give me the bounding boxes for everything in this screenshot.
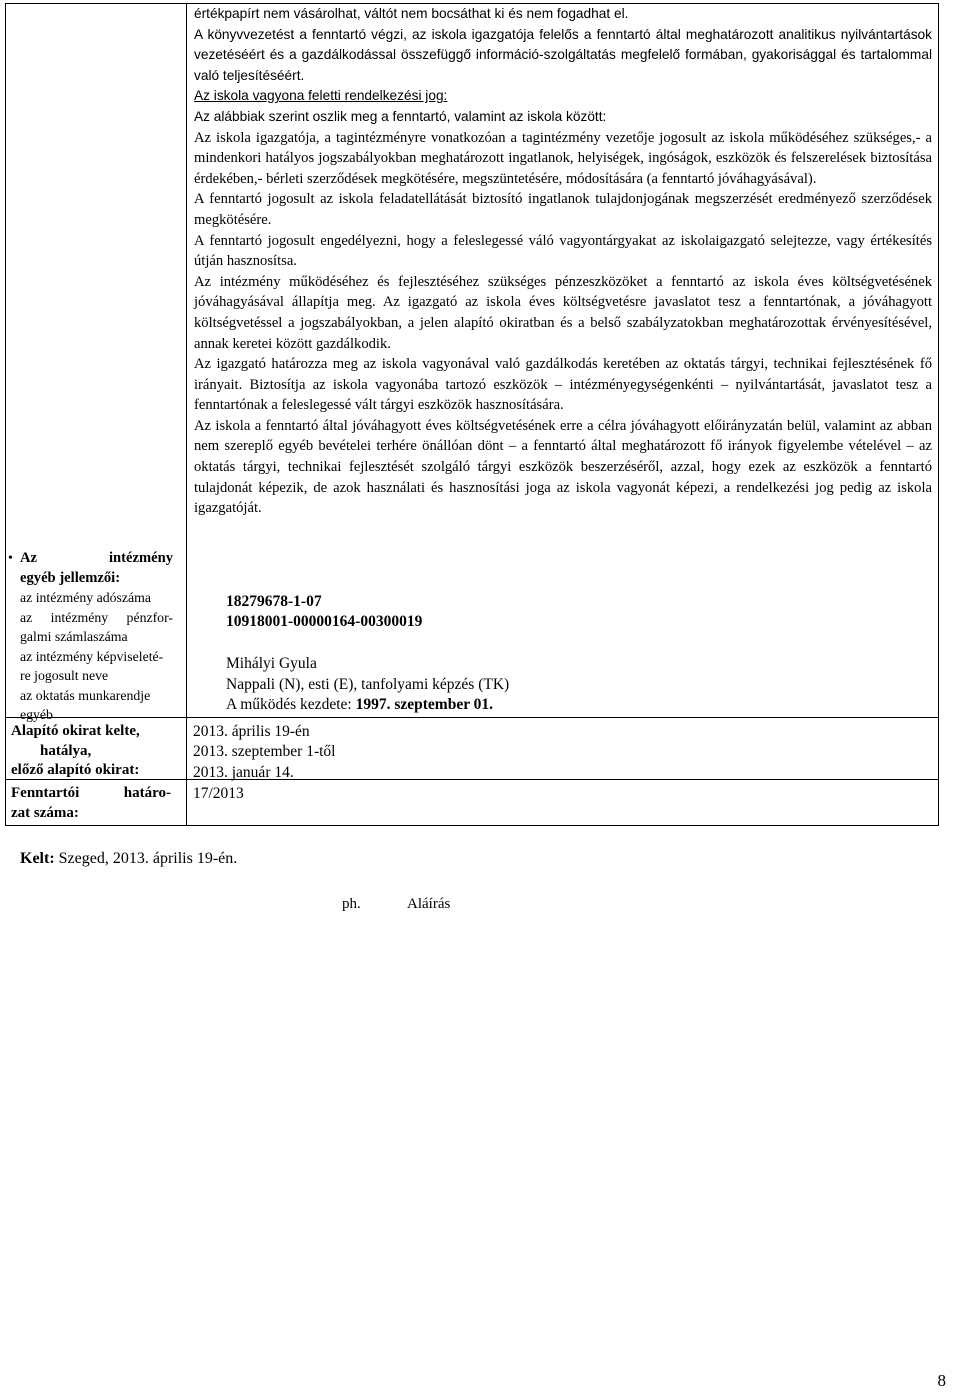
heading-disposal-rights: Az iskola vagyona feletti rendelkezési jog: — [194, 88, 448, 104]
label-founding-date: Alapító okirat kelte, — [11, 723, 140, 739]
paragraph-disposal: A fenntartó jogosult engedélyezni, hogy a feleslegessé váló vagyontárgyakat az iskolaigazgató selejtezze, vagy értékesítés útján hasznosítsa. — [194, 232, 932, 270]
effective-date-value: 2013. szeptember 1-től — [193, 743, 336, 760]
bullet-icon: • — [8, 551, 13, 566]
work-schedule-value: Nappali (N), esti (E), tanfolyami képzés (TK) — [226, 676, 510, 693]
paragraph-acquisition: A fenntartó jogosult az iskola feladatellátását biztosító ingatlanok tulajdonjogának megszerzését eredményező szerződések megkötésére. — [194, 191, 932, 228]
signature-place-date — [20, 850, 237, 868]
resolution-value: 17/2013 — [193, 785, 244, 802]
page-number: 8 — [937, 1371, 946, 1390]
paragraph-budget: Az intézmény működéséhez és fejlesztéséhez szükséges pénzeszközöket a fenntartó az iskola éves költségvetésének jóváhagyásával állapítja meg. Az igazgató az iskola éves költségvetésre javaslatot tesz a fenntartónak, a jóváhagyott költségvetéssel a jogszabályokban, a jelen alapító okiratban és a belső szabályzatokban meghatározottak érvényesítésével, annak keretei között gazdálkodik. — [194, 273, 932, 352]
label-other: egyéb — [20, 707, 53, 722]
paragraph-procurement: Az iskola a fenntartó által jóváhagyott éves költségvetésének erre a célra jóváhagyott előirányzatán belül, valamint az abban nem szereplő egyéb bevételei terhére önállóan dönt – a fenntartó által meghatározott fő irányok figyelembe vételével – az oktatás tárgyi, technikai fejlesztését szolgáló tárgyi eszközök beszerzéséről, azzal, hogy ezek az eszközök a fenntartó tulajdonát képezik, de azok használati és hasznosítási joga az iskola vagyonát képezi, a rendelkezési jog pedig az iskola igazgatóját. — [194, 417, 932, 517]
paragraph-bookkeeping: A könyvvezetést a fenntartó végzi, az iskola igazgatója felelős a fenntartó által meghatározott analitikus nyilvántartások vezetéséért és a gazdálkodással összefüggő információ-szolgáltatás megfelelő formában, gyakorisággal és tartalommal való teljesítéséért. — [194, 26, 932, 83]
paragraph-distribution: Az alábbiak szerint oszlik meg a fenntartó, valamint az iskola között: — [194, 108, 607, 124]
label-previous: előző alapító okirat: — [11, 762, 140, 778]
paragraph-asset-management: Az igazgató határozza meg az iskola vagyonával való gazdálkodás keretében az oktatás tárgyi, technikai fejlesztésének fő irányait. Biztosítja az iskola vagyonába tartozó eszközök – intézményegységenkénti – nyilvántartását, javaslatot tesz a fenntartónak a feleslegessé vált tárgyi eszközök hasznosítására. — [194, 356, 932, 414]
resolution-labels — [11, 784, 171, 823]
property-rights-section — [194, 4, 932, 519]
label-work-schedule: az oktatás munkarendje — [20, 687, 151, 703]
kelt-value: Szeged, 2013. április 19-én. — [54, 850, 238, 867]
label-effective: hatálya, — [40, 742, 92, 759]
kelt-label: Kelt: — [20, 850, 55, 867]
start-date: 1997. szeptember 01. — [355, 696, 494, 713]
label-bank-account: az intézmény pénzfor- — [20, 609, 173, 625]
other-features-labels — [20, 549, 173, 725]
label-resolution: Fenntartói határo- — [11, 785, 171, 801]
bank-account-value: 10918001-00000164-00300019 — [226, 613, 423, 630]
other-value — [226, 695, 493, 715]
label-bank-account-2: galmi számlaszáma — [20, 629, 128, 644]
other-features-heading: Az intézmény — [20, 550, 173, 566]
stamp-placeholder: ph. — [342, 896, 361, 912]
tax-number-value: 18279678-1-07 — [226, 593, 322, 610]
paragraph-director-rights: Az iskola igazgatója, a tagintézményre vonatkozóan a tagintézmény vezetője jogosult az iskola működéséhez szükséges,- a mindenkori hatályos jogszabályokban meghatározott ingatlanok, helyiségek, ingóságok, eszközök és felszerelések biztosítása érdekében,- bérleti szerződések megkötésére, megszüntetésére, módosítására (a fenntartó jóváhagyásával). — [194, 129, 932, 187]
start-label: A működés kezdete: — [226, 696, 356, 713]
previous-deed-value: 2013. január 14. — [193, 764, 294, 781]
founding-date-value: 2013. április 19-én — [193, 723, 310, 740]
representative-value: Mihályi Gyula — [226, 655, 317, 672]
label-representative-2: re jogosult neve — [20, 668, 109, 683]
column-divider — [186, 4, 187, 825]
label-representative: az intézmény képviseleté- — [20, 648, 164, 664]
signature-label: Aláírás — [407, 896, 451, 912]
other-features-heading-2: egyéb jellemzői: — [20, 569, 121, 586]
label-tax-number: az intézmény adószáma — [20, 590, 152, 605]
label-resolution-2: zat száma: — [11, 804, 79, 821]
paragraph-securities: értékpapírt nem vásárolhat, váltót nem bocsáthat ki és nem fogadhat el. — [194, 6, 629, 21]
founding-labels — [11, 722, 171, 781]
